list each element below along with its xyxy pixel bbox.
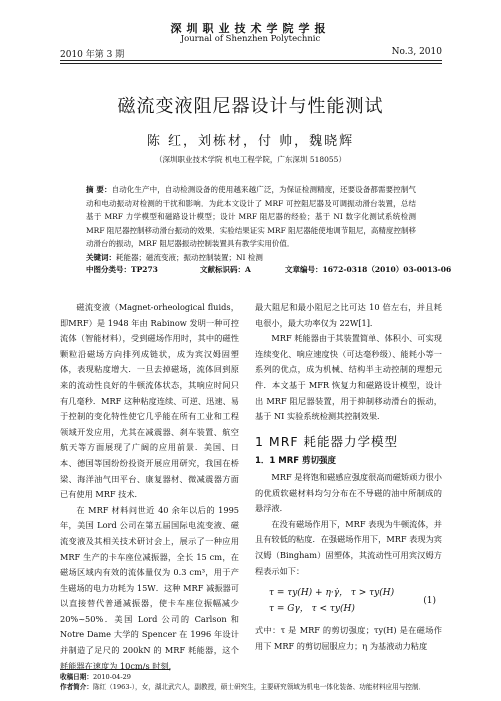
abstract	[86, 183, 416, 264]
author-bio-label: 作者简介：	[60, 683, 93, 691]
doc-code: 文献标识码：A	[200, 265, 251, 274]
equation-line-1: τ = τy(H) + η·γ̇， τ > τy(H)	[269, 588, 395, 599]
equation-number: (1)	[423, 596, 436, 607]
author-bio: 陈红（1963-），女，湖北武穴人，副教授，硕士研究生，主要研究领域为机电一体化装备、功能材料应用与控制．	[92, 683, 426, 691]
keywords-text: 耗能器；磁流变液；振动控制装置；NI 检测	[116, 252, 263, 262]
keywords-label: 关键词：	[86, 252, 116, 262]
received-date: 2010-04-29	[92, 673, 131, 681]
authors: 陈 红，刘栋材，付 帅，魏晓辉	[146, 134, 355, 149]
journal-title-en: Journal of Shenzhen Polytechnic	[180, 34, 321, 44]
right-paragraph-5: 式中：τ 是 MRF 的剪切强度；τy(H) 是在磁场作用下 MRF 的剪切屈服应力；η 为基液动力粘度	[255, 625, 442, 651]
abstract-label: 摘 要：	[86, 185, 112, 194]
received-label: 收稿日期：	[60, 673, 93, 681]
right-paragraph-2: MRF 耗能器由于其装置简单、体积小、可实现连续变化、响应速度快（可达毫秒级）、能耗小等一系列的优点，成为机械、结构半主动控制的理想元件．本文基于 MFR 恢复力和磁路设计模型，设计出 MRF 阻尼器装置，用于抑制移动滑台的振动，基于 NI 实验系统检测其控制效果．	[255, 333, 442, 422]
header-rule	[60, 60, 442, 61]
right-paragraph-1: 最大阻尼和最小阻尼之比可达 10 倍左右，并且耗电很小，最大功率仅为 22W[1]．	[255, 302, 442, 328]
right-paragraph-4: 在没有磁场作用下，MRF 表现为牛顿流体，并且有较低的粘度．在强磁场作用下，MRF 表现为宾汉姆（Bingham）固塑体，其流动性可用宾汉姆方程表示如下：	[255, 518, 442, 576]
journal-title-cn: 深圳职业技术学院学报	[170, 22, 331, 35]
issue-label-right: No.3, 2010	[391, 47, 442, 57]
header-rule-thin	[60, 63, 442, 64]
clc-number: 中图分类号：TP273	[86, 265, 158, 274]
right-column	[255, 300, 442, 654]
article-number: 文章编号：1672-0318（2010）03-0013-06	[285, 265, 452, 274]
footnote	[60, 672, 442, 692]
equation-1	[255, 585, 442, 617]
issue-label-left: 2010 年第 3 期	[60, 50, 125, 60]
affiliation: （深圳职业技术学院 机电工程学院，广东深圳 518055）	[155, 155, 346, 164]
abstract-text: 自动化生产中，自动检测设备的使用越来越广泛，为保证检测精度，还要设备都需要控制气动和电动振动对检测的干扰和影响．为此本文设计了 MRF 可控阻尼器及可调振动滑台装置，总结基于 MRF 力学模型和磁路设计模型；设计 MRF 阻尼器的经验；基于 NI 数字化测试系统检测 MRF 阻尼器控制移动滑台振动的效果．实验结果证实 MRF 阻尼器能使地调节阻尼，高精度控制移动滑台的振动，MRF 阻尼器振动控制装置具有教学实用价值．	[86, 185, 416, 248]
left-column	[60, 300, 239, 674]
paper-title: 磁流变液阻尼器设计与性能测试	[117, 96, 384, 117]
right-paragraph-3: MRF 是将饱和磁感应强度很高而磁矫顽力很小的优质软磁材料均匀分布在不导磁的油中所制成的悬浮液．	[255, 471, 442, 514]
equation-line-2: τ = Gγ， τ < τy(H)	[269, 604, 355, 615]
section-heading-1: 1 MRF 耗能器力学模型	[255, 433, 399, 449]
subsection-heading-1-1: 1．1 MRF 剪切强度	[255, 456, 337, 467]
left-paragraph-1: 磁流变液（Magnet-orheological fluids，即MRF）是 1948 年由 Rabinow 发明一种可控流体（智能材料），受到磁场作用时，其中的磁性颗粒沿磁场方向排列成链状，成为宾汉姆固塑体，表现粘度增大．一旦去掉磁场，流体回到原来的流动性良好的牛顿流体状态，其响应时间只有几毫秒．MRF 这种粘度连续、可逆、迅速、易于控制的变化特性使它几乎能在所有工业和工程领域开发应用，尤其在减震器、刹车装置、航空航天等方面展现了广阔的应用前景．美国、日本、德国等国纷纷投资开展应用研究，我国在桥梁、海洋油气田平台、康复器材、微减震器方面已有使用 MRF 技术．	[60, 302, 239, 500]
footnote-rule	[60, 669, 170, 670]
left-paragraph-2: 在 MRF 材料问世近 40 余年以后的 1995 年，美国 Lord 公司在第五届国际电流变液、磁流变液及其相关技术研讨会上，展示了一种应用 MRF 生产的卡车座位减振器，全长 15 cm，在磁场区域内有效的流体量仅为 0.3 cm³，用于产生磁场的电力功耗为 15W．这种 MRF 减振器可以直接替代普通减振器，使卡车座位振幅减少 20%~50%．美国 Lord 公司的 Carlson 和 Notre Dame 大学的 Spencer 在 1996 年设计并制造了足尺的 200kN 的 MRF 耗能器，这个耗能器在速度为 10cm/s 时刻，	[60, 504, 239, 671]
